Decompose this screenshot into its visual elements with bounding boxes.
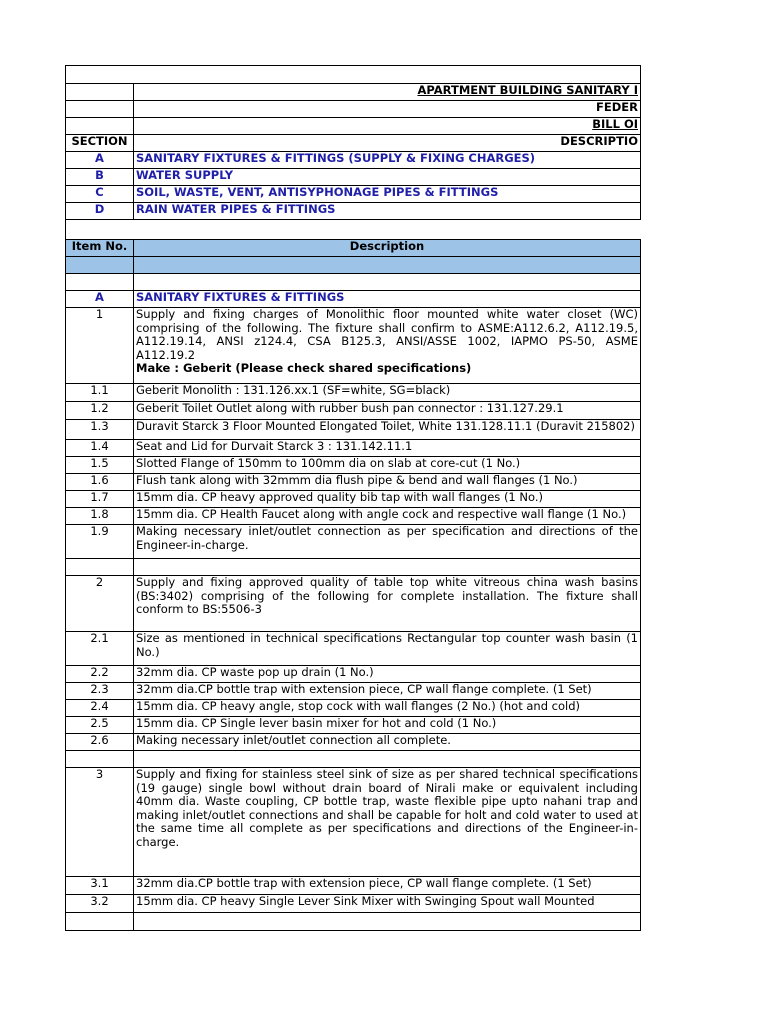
table-row: [66, 457, 641, 474]
subtitle-row: [66, 101, 641, 118]
item-description: 32mm dia.CP bottle trap with extension piece, CP wall flange complete. (1 Set): [134, 877, 641, 895]
item-description: Duravit Starck 3 Floor Mounted Elongated Toilet, White 131.128.11.1 (Duravit 215802): [134, 420, 641, 440]
table-row: [66, 768, 641, 877]
table-row: [66, 474, 641, 491]
section-row: [66, 169, 641, 186]
item-description: 15mm dia. CP heavy angle, stop cock with wall flanges (2 No.) (hot and cold): [134, 700, 641, 717]
bill-title: BILL OI: [134, 118, 641, 135]
item-description: 15mm dia. CP heavy approved quality bib tap with wall flanges (1 No.): [134, 491, 641, 508]
group-name: SANITARY FIXTURES & FITTINGS: [134, 291, 641, 308]
blank-row: [66, 66, 641, 84]
table-row: [66, 384, 641, 402]
blank-row: [66, 913, 641, 931]
item-description: Seat and Lid for Durvait Starck 3 : 131.142.11.1: [134, 440, 641, 457]
item-no: 3.1: [66, 877, 134, 895]
item-no: 2.1: [66, 632, 134, 666]
item-no-header: Item No.: [66, 240, 134, 257]
item-description: 15mm dia. CP Health Faucet along with angle cock and respective wall flange (1 No.): [134, 508, 641, 525]
item-no: 1.6: [66, 474, 134, 491]
blank-row: [66, 751, 641, 768]
section-name: RAIN WATER PIPES & FITTINGS: [134, 203, 641, 220]
table-row: [66, 491, 641, 508]
section-code: B: [66, 169, 134, 186]
item-description: 32mm dia.CP bottle trap with extension piece, CP wall flange complete. (1 Set): [134, 683, 641, 700]
bill-row: [66, 118, 641, 135]
item-description: Geberit Monolith : 131.126.xx.1 (SF=white, SG=black): [134, 384, 641, 402]
item-description: 15mm dia. CP heavy Single Lever Sink Mixer with Swinging Spout wall Mounted: [134, 895, 641, 913]
section-row: [66, 186, 641, 203]
table-row: [66, 402, 641, 420]
item-description: 32mm dia. CP waste pop up drain (1 No.): [134, 666, 641, 683]
description-header: Description: [134, 240, 641, 257]
item-make: Make : Geberit (Please check shared specifications): [136, 361, 472, 375]
item-description: Size as mentioned in technical specifications Rectangular top counter wash basin (1 No.): [134, 632, 641, 666]
table-row: [66, 700, 641, 717]
section-column-header: SECTION: [66, 135, 134, 152]
item-description-text: Supply and fixing charges of Monolithic floor mounted white water closet (WC) comprising of the following. The fixture shall confirm to ASME:A112.6.2, A112.19.5, A112.19.14, ANSI z124.4, CSA B125.3, ANSI/ASSE 1002, IAPMO PS-50, ASME A112.19.2: [136, 307, 638, 362]
item-no: 3.2: [66, 895, 134, 913]
item-description: Supply and fixing for stainless steel sink of size as per shared technical specifications (19 gauge) single bowl without drain board of Nirali make or equivalent including 40mm dia. Waste coupling, CP bottle trap, waste flexible pipe upto nahani trap and making inlet/outlet connections and shall be capable for holt and cold water to used at the same time all complete as per specifications and directions of the Engineer-in-charge.: [134, 768, 641, 877]
blank-row: [66, 559, 641, 576]
item-no: 2: [66, 576, 134, 632]
section-row: [66, 152, 641, 169]
blank-row: [66, 274, 641, 291]
description-column-header: DESCRIPTIO: [134, 135, 641, 152]
bill-table: [65, 65, 641, 931]
table-row: [66, 683, 641, 700]
item-no: 1.9: [66, 525, 134, 559]
item-no: 1.4: [66, 440, 134, 457]
item-no: 2.6: [66, 734, 134, 751]
item-no: 2.4: [66, 700, 134, 717]
spreadsheet: [65, 65, 640, 931]
title-row: [66, 84, 641, 101]
item-no: 1: [66, 308, 134, 384]
document-title: APARTMENT BUILDING SANITARY I: [134, 84, 641, 101]
group-code: A: [66, 291, 134, 308]
item-description: Making necessary inlet/outlet connection all complete.: [134, 734, 641, 751]
item-description: Geberit Toilet Outlet along with rubber bush pan connector : 131.127.29.1: [134, 402, 641, 420]
table-row: [66, 420, 641, 440]
section-name: WATER SUPPLY: [134, 169, 641, 186]
section-code: C: [66, 186, 134, 203]
item-no: 1.8: [66, 508, 134, 525]
table-header-row: [66, 240, 641, 257]
table-row: [66, 440, 641, 457]
item-description: Making necessary inlet/outlet connection as per specification and directions of the Engineer-in-charge.: [134, 525, 641, 559]
item-no: 1.2: [66, 402, 134, 420]
item-description: [134, 308, 641, 384]
section-name: SOIL, WASTE, VENT, ANTISYPHONAGE PIPES & FITTINGS: [134, 186, 641, 203]
table-row: [66, 895, 641, 913]
item-description: 15mm dia. CP Single lever basin mixer for hot and cold (1 No.): [134, 717, 641, 734]
section-name: SANITARY FIXTURES & FITTINGS (SUPPLY & FIXING CHARGES): [134, 152, 641, 169]
table-row: [66, 525, 641, 559]
document-subtitle: FEDER: [134, 101, 641, 118]
table-row: [66, 632, 641, 666]
item-description: Flush tank along with 32mmm dia flush pipe & bend and wall flanges (1 No.): [134, 474, 641, 491]
item-no: 2.5: [66, 717, 134, 734]
item-description: Supply and fixing approved quality of table top white vitreous china wash basins (BS:3402) comprising of the following for complete installation. The fixture shall conform to BS:5506-3: [134, 576, 641, 632]
section-code: A: [66, 152, 134, 169]
item-no: 1.1: [66, 384, 134, 402]
table-row: [66, 717, 641, 734]
table-row: [66, 666, 641, 683]
section-code: D: [66, 203, 134, 220]
group-row: [66, 291, 641, 308]
item-description: Slotted Flange of 150mm to 100mm dia on slab at core-cut (1 No.): [134, 457, 641, 474]
table-header-blank-row: [66, 257, 641, 274]
item-no: 2.2: [66, 666, 134, 683]
item-no: 3: [66, 768, 134, 877]
item-no: 1.7: [66, 491, 134, 508]
item-no: 1.3: [66, 420, 134, 440]
section-header-row: [66, 135, 641, 152]
item-no: 1.5: [66, 457, 134, 474]
table-row: [66, 508, 641, 525]
table-row: [66, 877, 641, 895]
table-row: [66, 734, 641, 751]
table-row: [66, 308, 641, 384]
table-row: [66, 576, 641, 632]
item-no: 2.3: [66, 683, 134, 700]
spacer-row: [66, 220, 641, 240]
section-row: [66, 203, 641, 220]
